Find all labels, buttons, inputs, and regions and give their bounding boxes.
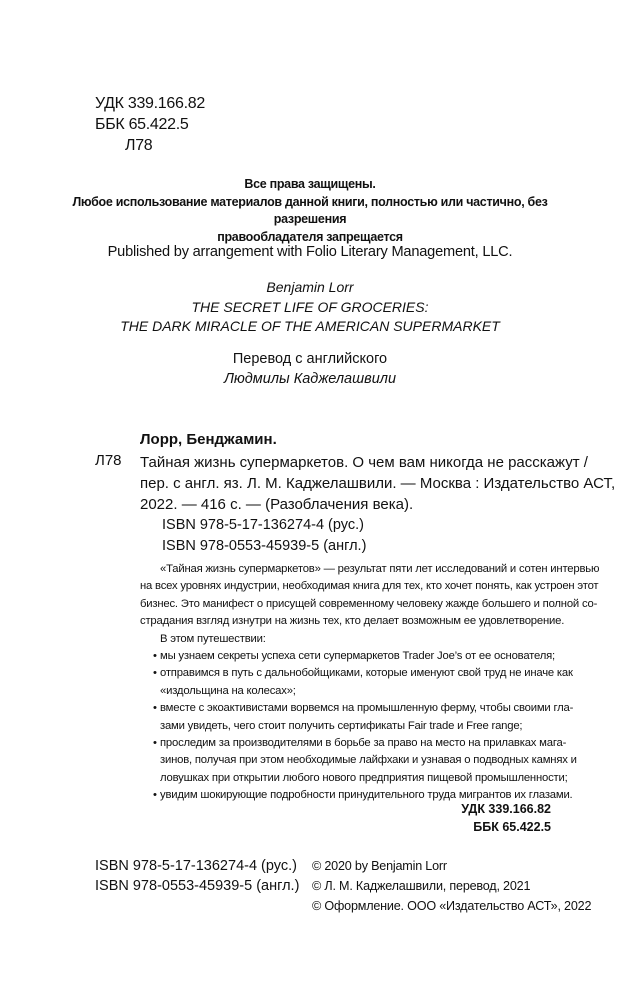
bullet-line: вместе с экоактивистами ворвемся на промышленную ферму, чтобы своими гла- (160, 702, 574, 715)
summary-line: страдания взгляд изнутри на жизнь тех, кто делает возможным ее удовлетворение. (140, 615, 565, 628)
translation-label: Перевод с английского (232, 351, 388, 367)
bullet-line: «издольщина на колесах»; (160, 684, 296, 697)
copyright-line: © Оформление. ООО «Издательство АСТ», 2022 (312, 899, 592, 913)
bullet-line: мы узнаем секреты успеха сети супермаркетов Trader Joe’s от ее основателя; (160, 650, 555, 662)
summary-line: «Тайная жизнь супермаркетов» — результат пяти лет исследований и сотен интервью (160, 563, 600, 575)
summary-bullet-list (140, 648, 577, 805)
udk-code: УДК 339.166.82 (461, 802, 551, 816)
bullet-line: увидим шокирующие подробности принудительного труда мигрантов их глазами. (160, 789, 573, 802)
author-mark: Л78 (125, 137, 153, 154)
summary-line: на всех уровнях индустрии, необходимая книга для тех, кто хочет понять, как устроен этот (140, 580, 599, 593)
original-title-line: THE SECRET LIFE OF GROCERIES: (191, 298, 429, 315)
footer-isbn-list (95, 856, 299, 896)
rights-notice (60, 176, 560, 246)
udk-code: УДК 339.166.82 (95, 95, 205, 112)
bullet-icon: • (153, 650, 157, 662)
list-item (140, 665, 573, 700)
isbn-english: ISBN 978-0553-45939-5 (англ.) (95, 878, 300, 894)
list-item (140, 700, 574, 735)
bullet-icon: • (153, 737, 157, 750)
summary-intro: В этом путешествии: (160, 632, 266, 645)
original-title-line: THE DARK MIRACLE OF THE AMERICAN SUPERMARKET (120, 318, 500, 334)
catalog-line: пер. с англ. яз. Л. М. Каджелашвили. — Москва : Издательство АСТ, (140, 475, 616, 492)
rights-line: правообладателя запрещается (217, 229, 403, 244)
isbn-russian: ISBN 978-5-17-136274-4 (рус.) (162, 517, 364, 533)
bullet-line: зинов, получая при этом необходимые лайфхаки и узнавая о подводных камнях и (160, 754, 577, 767)
list-item (140, 735, 577, 787)
original-author: Benjamin Lorr (266, 279, 354, 295)
bullet-line: проследим за производителями в борьбе за право на место на прилавках мага- (160, 737, 567, 750)
bullet-icon: • (153, 667, 157, 680)
isbn-english: ISBN 978-0553-45939-5 (англ.) (162, 538, 367, 554)
summary-line: бизнес. Это манифест о присущей современному человеку жажде большего и полной со- (140, 597, 598, 610)
rights-line: Все права защищены. (244, 177, 376, 191)
catalog-codes-right (461, 800, 551, 836)
bbk-code: ББК 65.422.5 (95, 116, 189, 133)
bullet-line: отправимся в путь с дальнобойщиками, которые именуют свой труд не иначе как (160, 667, 573, 680)
list-item (140, 648, 555, 665)
bullet-line: зами увидеть, чего стоит получить сертификаты Fair trade и Free range; (160, 719, 523, 732)
original-edition (60, 278, 560, 337)
copyright-notices (312, 856, 591, 916)
catalog-line: Тайная жизнь супермаркетов. О чем вам никогда не расскажут / (140, 454, 588, 471)
classification-codes (95, 93, 205, 156)
bbk-code: ББК 65.422.5 (473, 820, 551, 834)
isbn-russian: ISBN 978-5-17-136274-4 (рус.) (95, 858, 297, 874)
catalog-isbn-list (162, 515, 366, 557)
book-summary (140, 561, 600, 648)
bullet-line: ловушках при открытии любого нового предприятия пищевой промышленности; (160, 771, 568, 784)
copyright-line: © 2020 by Benjamin Lorr (312, 859, 447, 873)
translation-info (60, 350, 560, 389)
rights-line: Любое использование материалов данной книги, полностью или частично, без разрешения (72, 194, 548, 226)
bullet-icon: • (153, 702, 157, 715)
translator-name: Людмилы Каджелашвили (223, 370, 397, 387)
catalog-entry (140, 452, 616, 515)
copyright-line: © Л. М. Каджелашвили, перевод, 2021 (312, 879, 531, 893)
catalog-code: Л78 (95, 452, 122, 469)
catalog-author: Лорр, Бенджамин. (140, 431, 277, 448)
publication-note: Published by arrangement with Folio Literary Management, LLC. (107, 244, 513, 260)
bullet-icon: • (153, 789, 157, 802)
catalog-line: 2022. — 416 с. — (Разоблачения века). (140, 496, 414, 513)
